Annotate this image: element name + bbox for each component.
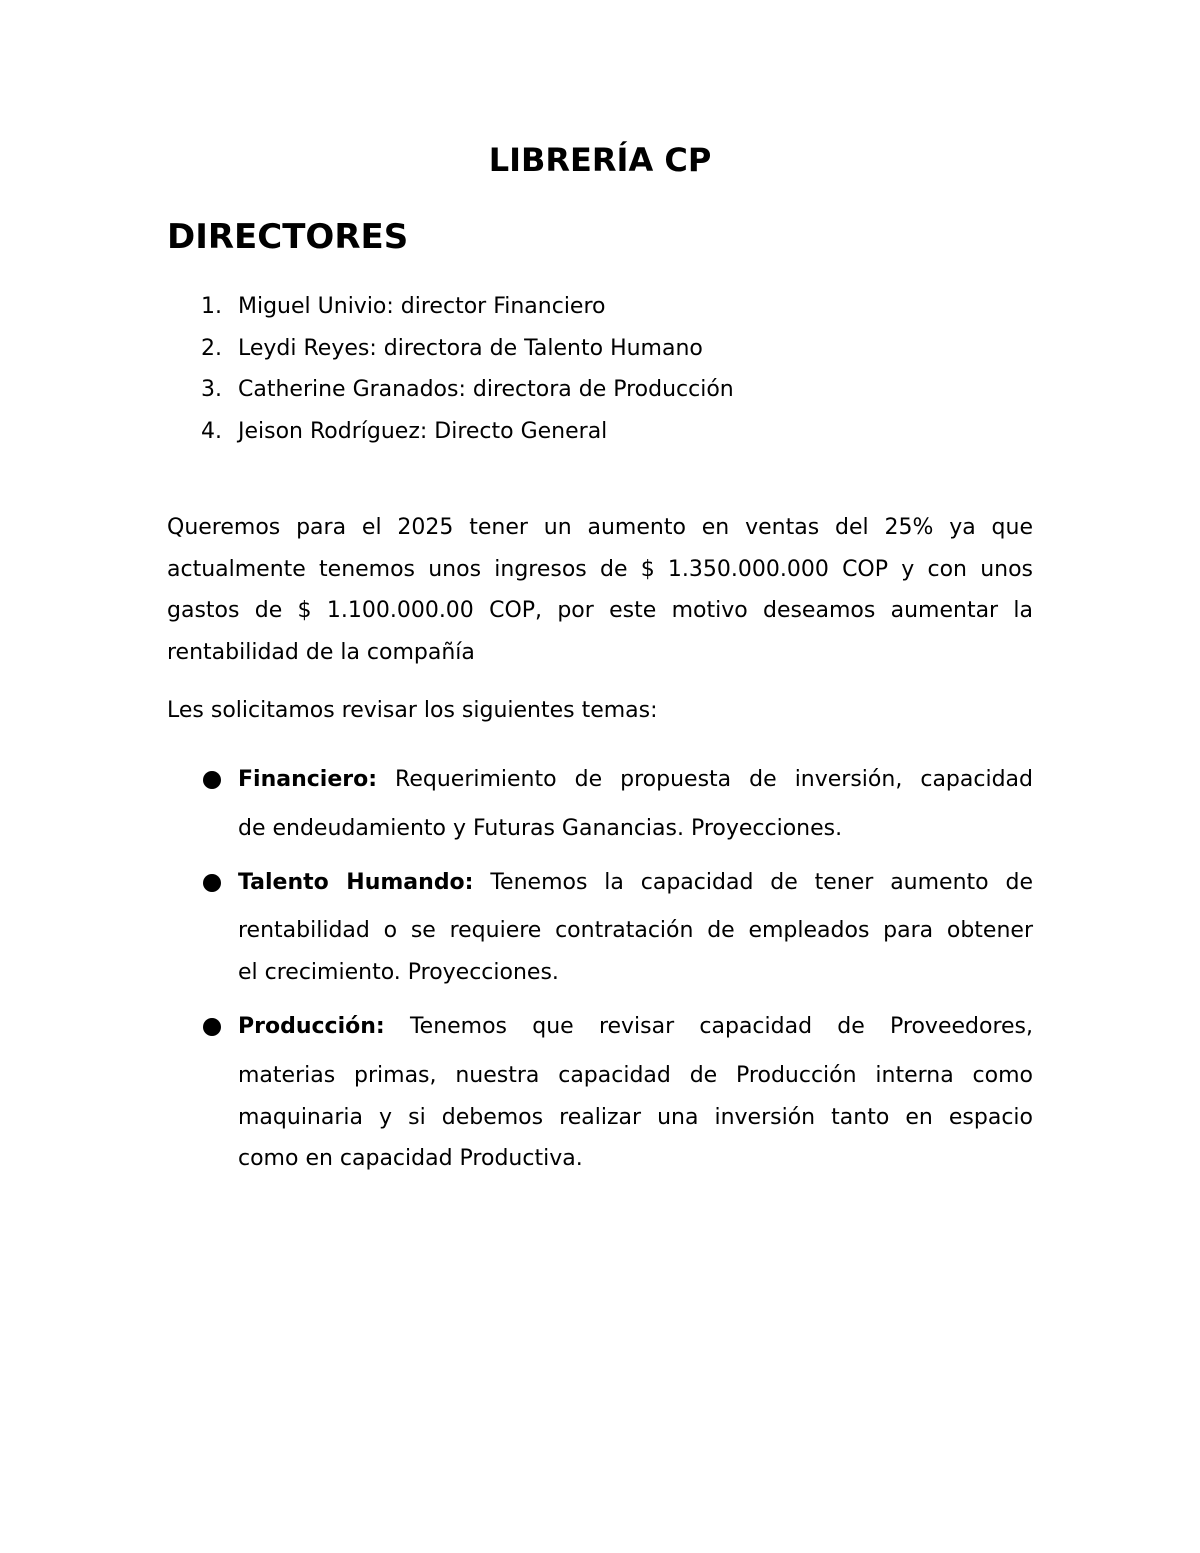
document-title: LIBRERÍA CP: [488, 141, 712, 179]
director-item: [167, 328, 734, 370]
topic-label: Talento Humando:: [238, 870, 474, 895]
topic-first-line: [238, 1005, 1033, 1049]
intro-line: actualmente tenemos unos ingresos de $ 1.350.000.000 COP y con unos: [167, 556, 1033, 582]
intro-paragraph: [167, 507, 1033, 673]
topic-body: [238, 758, 1033, 851]
director-text: Leydi Reyes: directora de Talento Humano: [238, 335, 703, 361]
intro-line: rentabilidad de la compañía: [167, 639, 475, 665]
topic-body: [238, 861, 1033, 993]
topic-body: [238, 1005, 1033, 1180]
directors-list: [167, 286, 734, 452]
topic-line: maquinaria y si debemos realizar una inversión tanto en espacio: [238, 1105, 1033, 1130]
intro-line: gastos de $ 1.100.000.00 COP, por este motivo deseamos aumentar la: [167, 598, 1033, 623]
bullet-icon: [203, 771, 221, 789]
topic-line: de endeudamiento y Futuras Ganancias. Proyecciones.: [238, 816, 843, 841]
topic-text: Tenemos la capacidad de tener aumento de: [490, 870, 1033, 895]
director-text: Jeison Rodríguez: Directo General: [238, 418, 608, 444]
director-item: [167, 411, 734, 453]
bullet-icon: [203, 1018, 221, 1036]
request-paragraph: Les solicitamos revisar los siguientes temas:: [167, 698, 658, 723]
director-text: Miguel Univio: director Financiero: [238, 294, 606, 319]
topic-first-line: [238, 758, 1033, 802]
topic-label: Producción:: [238, 1014, 385, 1039]
director-item: [167, 369, 734, 411]
topic-line: el crecimiento. Proyecciones.: [238, 960, 559, 985]
topic-line: materias primas, nuestra capacidad de Producción interna como: [238, 1063, 1033, 1088]
list-number: 1.: [201, 294, 222, 319]
topic-label: Financiero:: [238, 767, 378, 792]
intro-line: Queremos para el 2025 tener un aumento en ventas del 25% ya que: [167, 515, 1033, 540]
topic-text: Tenemos que revisar capacidad de Proveedores,: [409, 1014, 1033, 1039]
bullet-icon: [203, 874, 221, 892]
list-number: 3.: [201, 377, 222, 402]
topic-text: Requerimiento de propuesta de inversión, capacidad: [395, 767, 1033, 792]
director-item: [167, 286, 734, 328]
topic-line: como en capacidad Productiva.: [238, 1146, 583, 1171]
topic-first-line: [238, 861, 1033, 905]
list-number: 4.: [201, 418, 222, 444]
director-text: Catherine Granados: directora de Producción: [238, 377, 734, 402]
directors-heading: DIRECTORES: [167, 217, 409, 257]
list-number: 2.: [201, 335, 222, 361]
topic-line: rentabilidad o se requiere contratación de empleados para obtener: [238, 918, 1033, 943]
